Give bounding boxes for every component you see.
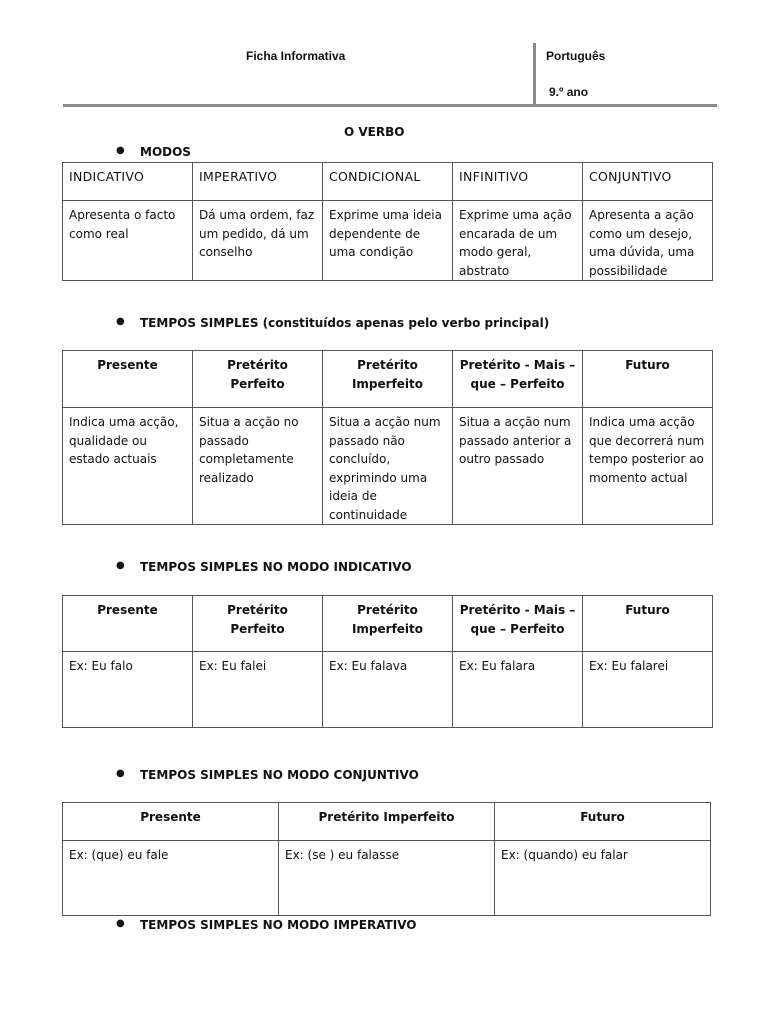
table-header-cell: Presente <box>63 803 279 841</box>
table-header-cell: Pretérito - Mais –que – Perfeito <box>453 596 583 652</box>
table-header-cell: INDICATIVO <box>63 163 193 201</box>
bullet-icon: ● <box>116 560 125 571</box>
table-header-cell: Futuro <box>583 596 713 652</box>
table-cell: Ex: (que) eu fale <box>63 841 279 916</box>
table-header-cell: CONDICIONAL <box>323 163 453 201</box>
table-cell: Situa a acção num passado não concluído, exprimindo uma ideia de continuidade <box>323 408 453 525</box>
table-header-cell: Pretérito - Mais –que – Perfeito <box>453 351 583 408</box>
table-header-cell: Pretérito Imperfeito <box>323 351 453 408</box>
table-header-cell: CONJUNTIVO <box>583 163 713 201</box>
bullet-icon: ● <box>116 145 125 156</box>
bullet-icon: ● <box>116 316 125 327</box>
table-header-cell: Presente <box>63 596 193 652</box>
table-header-cell: Pretérito Perfeito <box>193 596 323 652</box>
table-cell: Ex: Eu falava <box>323 652 453 728</box>
table-cell: Indica uma acção que decorrerá num tempo posterior ao momento actual <box>583 408 713 525</box>
page-title: O VERBO <box>344 125 405 139</box>
table-cell: Exprime uma ação encarada de um modo geral, abstrato <box>453 201 583 281</box>
table-cell: Situa a acção no passado completamente realizado <box>193 408 323 525</box>
table-cell: Apresenta a ação como um desejo, uma dúvida, uma possibilidade <box>583 201 713 281</box>
table-header-cell: Presente <box>63 351 193 408</box>
table-cell: Ex: (quando) eu falar <box>495 841 711 916</box>
subjunctive-table <box>62 802 711 916</box>
table-header-cell: Pretérito Imperfeito <box>323 596 453 652</box>
bullet-icon: ● <box>116 918 125 929</box>
table-header-cell: Futuro <box>495 803 711 841</box>
table-cell: Apresenta o facto como real <box>63 201 193 281</box>
table-header-cell: Futuro <box>583 351 713 408</box>
table-header-cell: INFINITIVO <box>453 163 583 201</box>
table-cell: Ex: Eu falei <box>193 652 323 728</box>
table-cell: Exprime uma ideia dependente de uma condição <box>323 201 453 281</box>
grade-label: 9.º ano <box>549 85 589 99</box>
header-divider-horizontal <box>63 104 717 107</box>
table-cell: Ex: Eu falara <box>453 652 583 728</box>
table-cell: Ex: (se ) eu falasse <box>279 841 495 916</box>
table-header-cell: Pretérito Imperfeito <box>279 803 495 841</box>
worksheet-title: Ficha Informativa <box>246 49 346 63</box>
bullet-icon: ● <box>116 768 125 779</box>
table-cell: Indica uma acção, qualidade ou estado actuais <box>63 408 193 525</box>
subject-label: Português <box>546 49 606 63</box>
modes-table <box>62 162 713 281</box>
table-cell: Ex: Eu falarei <box>583 652 713 728</box>
table-cell: Dá uma ordem, faz um pedido, dá um conselho <box>193 201 323 281</box>
indicative-table <box>62 595 713 728</box>
simple-tenses-table <box>62 350 713 525</box>
table-header-cell: IMPERATIVO <box>193 163 323 201</box>
table-header-cell: Pretérito Perfeito <box>193 351 323 408</box>
table-cell: Ex: Eu falo <box>63 652 193 728</box>
header-divider-vertical <box>533 43 536 105</box>
table-cell: Situa a acção num passado anterior a outro passado <box>453 408 583 525</box>
